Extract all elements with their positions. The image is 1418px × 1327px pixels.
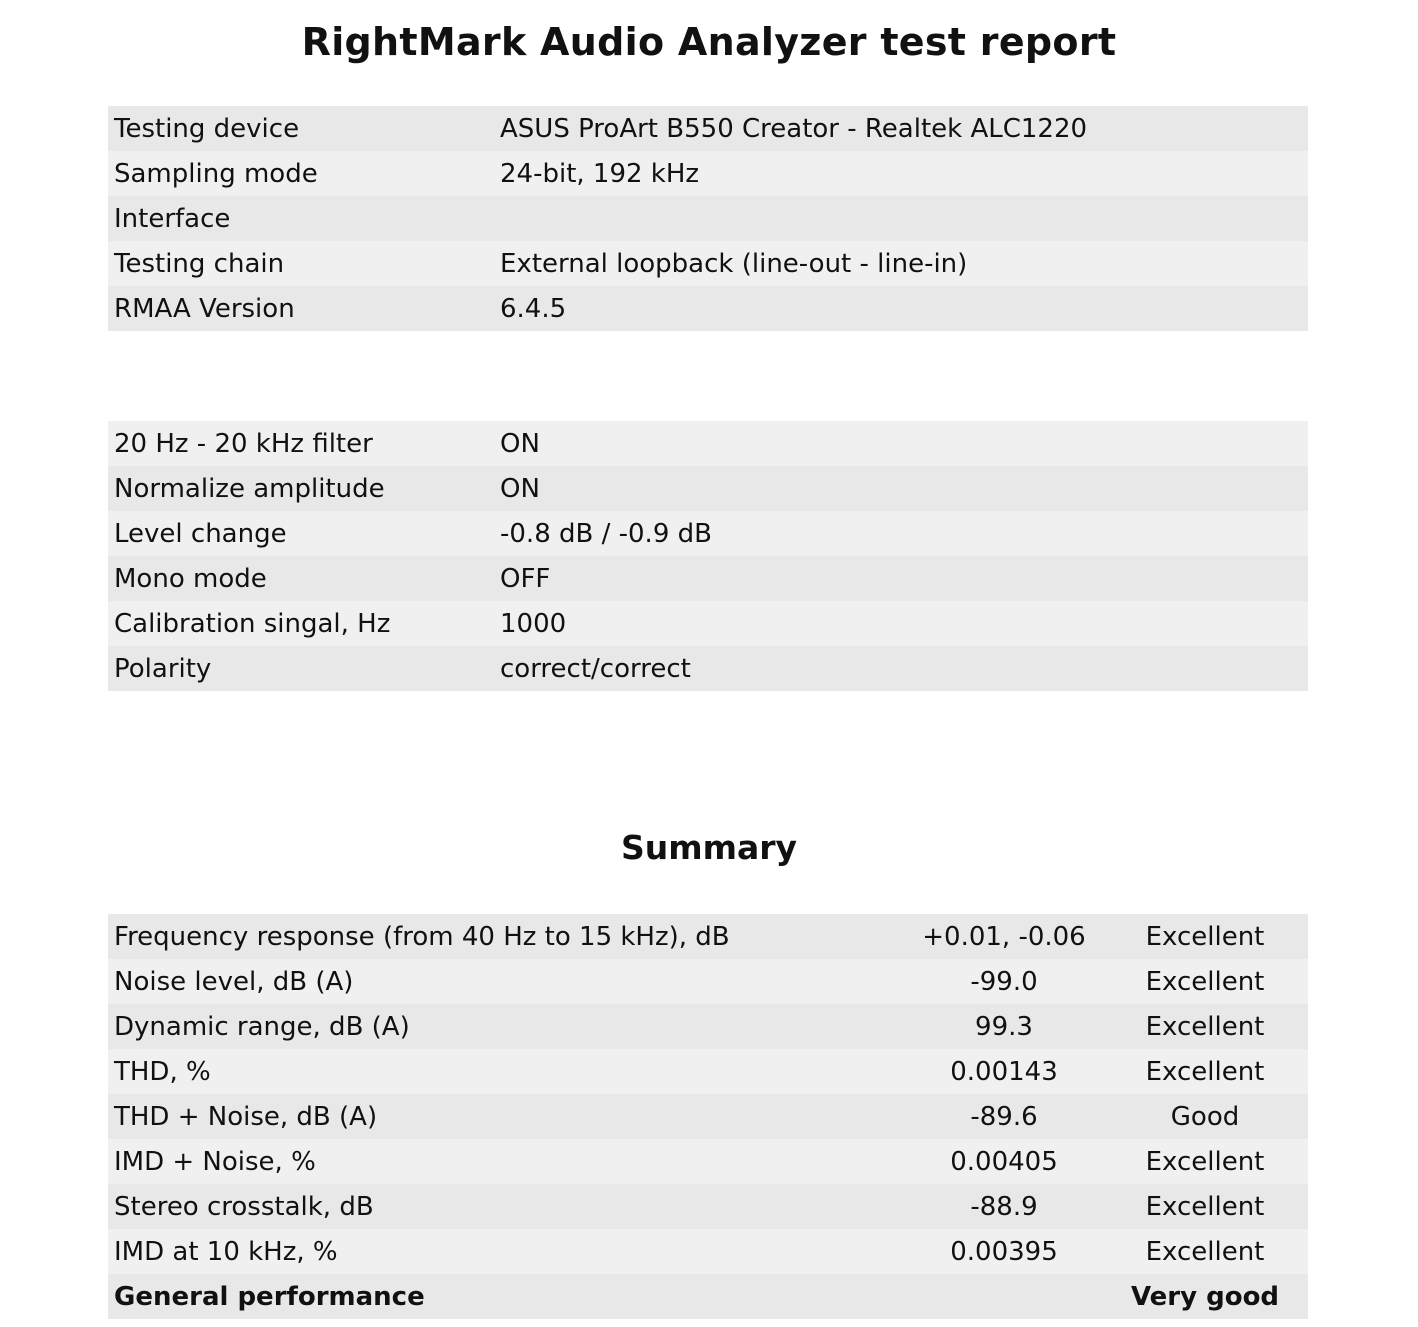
setting-value: ON — [500, 428, 540, 459]
general-performance-value — [894, 1274, 1114, 1319]
table-row — [108, 151, 1308, 196]
summary-label: Frequency response (from 40 Hz to 15 kHz), dB — [114, 921, 730, 952]
setting-value: -0.8 dB / -0.9 dB — [500, 518, 712, 549]
info-value — [494, 196, 1308, 241]
general-performance-row — [108, 1274, 1308, 1319]
summary-value: +0.01, -0.06 — [922, 921, 1086, 952]
info-label: RMAA Version — [114, 293, 295, 324]
summary-rating: Excellent — [1145, 1056, 1265, 1087]
setting-label: Mono mode — [114, 563, 267, 594]
info-label: Interface — [114, 203, 231, 234]
table-row — [108, 1004, 1308, 1049]
info-value: 24-bit, 192 kHz — [500, 158, 700, 189]
table-row — [108, 914, 1308, 959]
info-label: Testing chain — [114, 248, 285, 279]
page-title: RightMark Audio Analyzer test report — [301, 20, 1117, 64]
table-row — [108, 286, 1308, 331]
summary-rating: Excellent — [1145, 921, 1265, 952]
info-value: 6.4.5 — [500, 293, 567, 324]
setting-label: Level change — [114, 518, 287, 549]
summary-table — [108, 914, 1308, 1319]
summary-label: Noise level, dB (A) — [114, 966, 354, 997]
setting-value: correct/correct — [500, 653, 691, 684]
settings-table — [108, 421, 1308, 691]
setting-label: 20 Hz - 20 kHz filter — [114, 428, 373, 459]
general-performance-rating: Very good — [1130, 1281, 1280, 1312]
setting-value: ON — [500, 473, 540, 504]
summary-value: 99.3 — [975, 1011, 1033, 1042]
summary-value: 0.00405 — [950, 1146, 1058, 1177]
table-row — [108, 959, 1308, 1004]
table-row — [108, 196, 1308, 241]
summary-value: -89.6 — [970, 1101, 1038, 1132]
summary-value: -88.9 — [970, 1191, 1038, 1222]
table-row — [108, 1184, 1308, 1229]
device-info-table — [108, 106, 1308, 331]
summary-value: 0.00395 — [950, 1236, 1058, 1267]
summary-heading: Summary — [620, 828, 798, 867]
general-performance-label: General performance — [114, 1281, 425, 1312]
summary-label: IMD + Noise, % — [114, 1146, 316, 1177]
table-row — [108, 1139, 1308, 1184]
table-row — [108, 556, 1308, 601]
info-value: External loopback (line-out - line-in) — [500, 248, 968, 279]
setting-label: Polarity — [114, 653, 212, 684]
setting-label: Calibration singal, Hz — [114, 608, 391, 639]
summary-rating: Excellent — [1145, 1011, 1265, 1042]
info-label: Sampling mode — [114, 158, 318, 189]
table-row — [108, 646, 1308, 691]
table-row — [108, 1229, 1308, 1274]
setting-label: Normalize amplitude — [114, 473, 385, 504]
info-label: Testing device — [114, 113, 300, 144]
info-value: ASUS ProArt B550 Creator - Realtek ALC1220 — [500, 113, 1088, 144]
summary-label: IMD at 10 kHz, % — [114, 1236, 338, 1267]
setting-value: 1000 — [500, 608, 567, 639]
table-row — [108, 601, 1308, 646]
summary-rating: Excellent — [1145, 1146, 1265, 1177]
table-row — [108, 241, 1308, 286]
table-row — [108, 1094, 1308, 1139]
summary-rating: Excellent — [1145, 1191, 1265, 1222]
summary-label: Stereo crosstalk, dB — [114, 1191, 374, 1222]
table-row — [108, 466, 1308, 511]
summary-label: THD, % — [114, 1056, 211, 1087]
summary-rating: Good — [1170, 1101, 1240, 1132]
summary-label: THD + Noise, dB (A) — [114, 1101, 378, 1132]
summary-value: 0.00143 — [950, 1056, 1058, 1087]
summary-rating: Excellent — [1145, 966, 1265, 997]
table-row — [108, 421, 1308, 466]
summary-rating: Excellent — [1145, 1236, 1265, 1267]
table-row — [108, 1049, 1308, 1094]
table-row — [108, 511, 1308, 556]
setting-value: OFF — [500, 563, 551, 594]
summary-value: -99.0 — [970, 966, 1038, 997]
summary-label: Dynamic range, dB (A) — [114, 1011, 410, 1042]
table-row — [108, 106, 1308, 151]
